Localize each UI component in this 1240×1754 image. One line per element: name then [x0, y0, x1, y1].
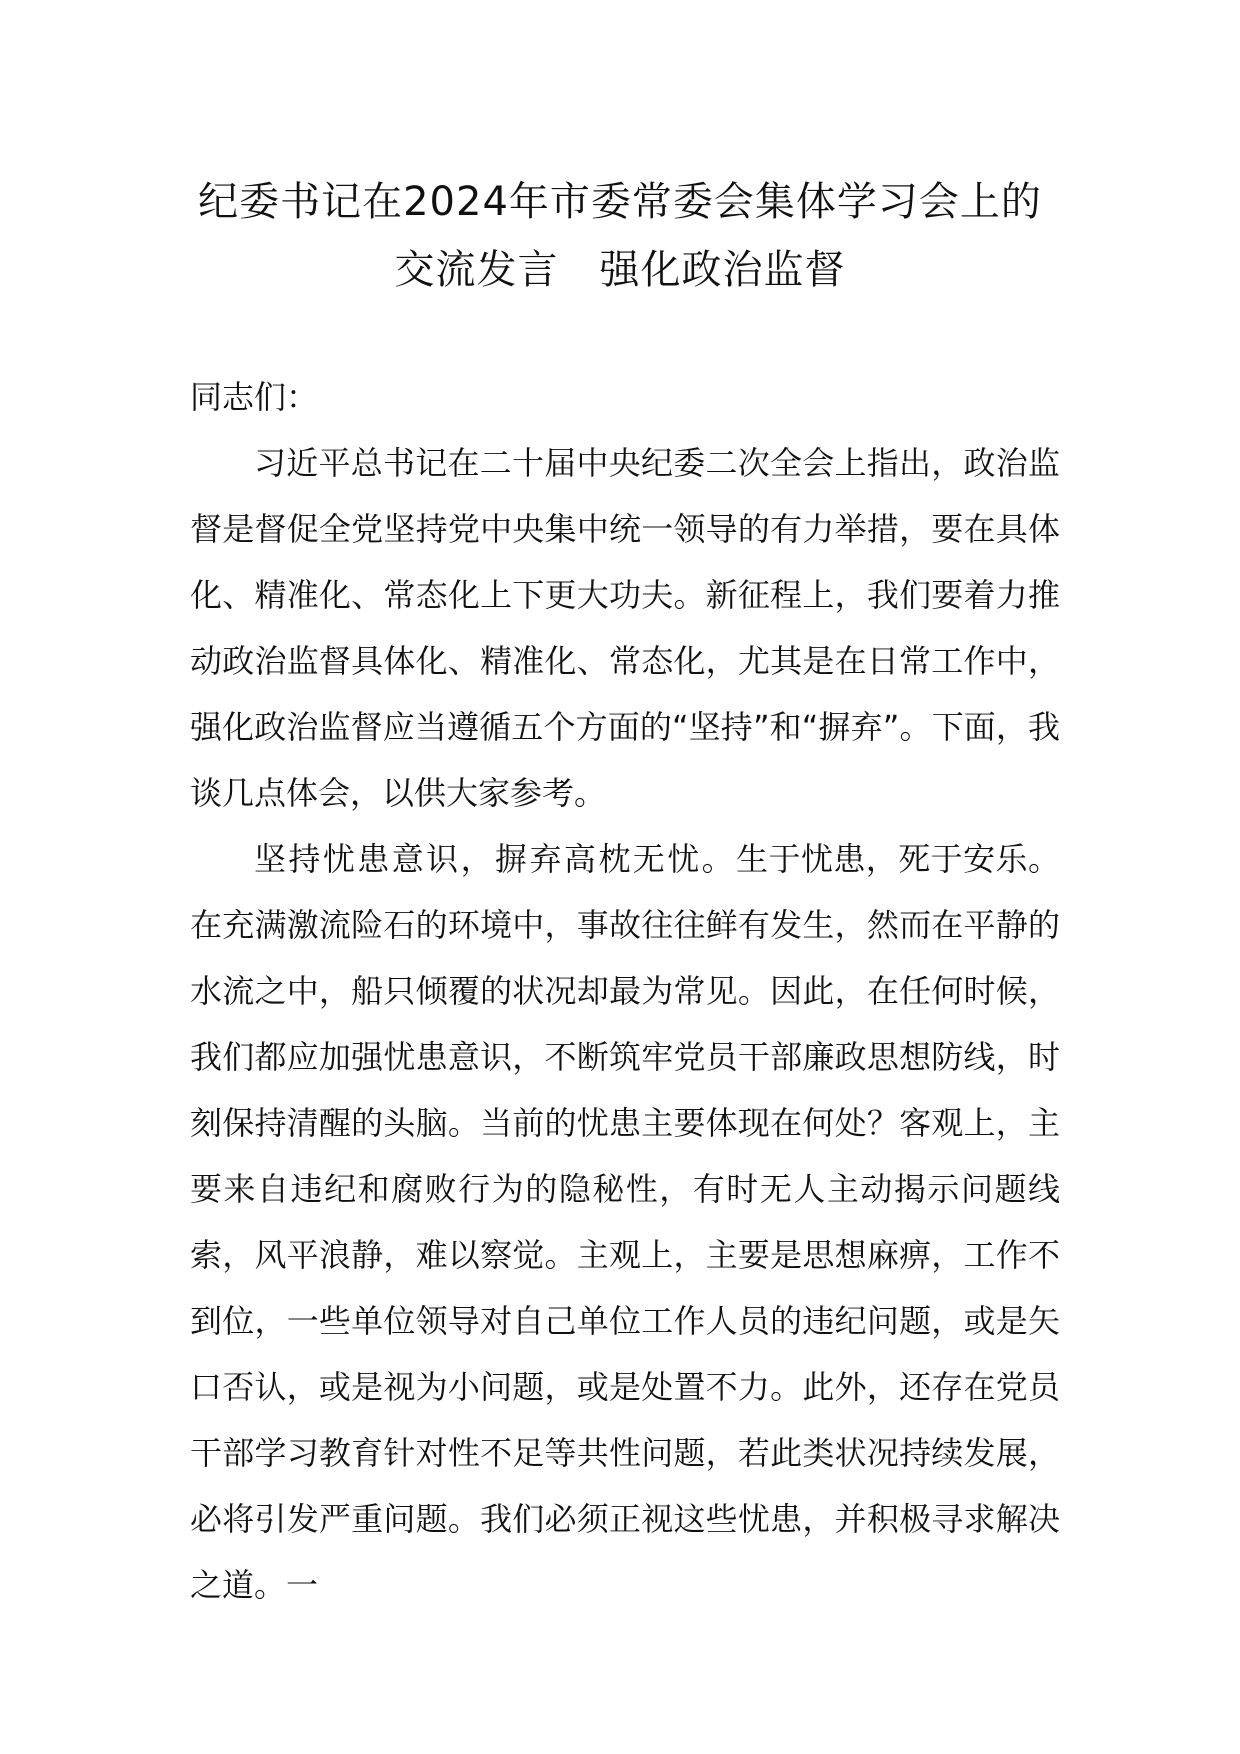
document-body	[190, 364, 1060, 1618]
salutation: 同志们：	[190, 378, 319, 416]
section-text: 生于忧患，死于安乐。在充满激流险石的环境中，事故往往鲜有发生，然而在平静的水流之中，船只倾覆的状况却最为常见。因此，在任何时候，我们都应加强忧患意识，不断筑牢党员干部廉政思想防线，时刻保持清醒的头脑。当前的忧患主要体现在何处？客观上，主要来自违纪和腐败行为的隐秘性，有时无人主动揭示问题线索，风平浪静，难以察觉。主观上，主要是思想麻痹，工作不到位，一些单位领导对自己单位工作人员的违纪问题，或是矢口否认，或是视为小问题，或是处置不力。此外，还存在党员干部学习教育针对性不足等共性问题，若此类状况持续发展，必将引发严重问题。我们必须正视这些忧患，并积极寻求解决之道。一	[190, 840, 1060, 1604]
paragraph-intro: 习近平总书记在二十届中央纪委二次全会上指出，政治监督是督促全党坚持党中央集中统一领导的有力举措，要在具体化、精准化、常态化上下更大功夫。新征程上，我们要着力推动政治监督具体化、精准化、常态化，尤其是在日常工作中，强化政治监督应当遵循五个方面的“坚持”和“摒弃”。下面，我谈几点体会，以供大家参考。	[190, 444, 1060, 812]
section-heading: 坚持忧患意识，摒弃高枕无忧。	[254, 840, 737, 878]
title-line-2: 交流发言 强化政治监督	[394, 247, 846, 293]
document-title	[150, 168, 1090, 304]
title-line-1: 纪委书记在2024年市委常委会集体学习会上的	[198, 179, 1042, 225]
paragraph-section-1	[190, 826, 1060, 1618]
